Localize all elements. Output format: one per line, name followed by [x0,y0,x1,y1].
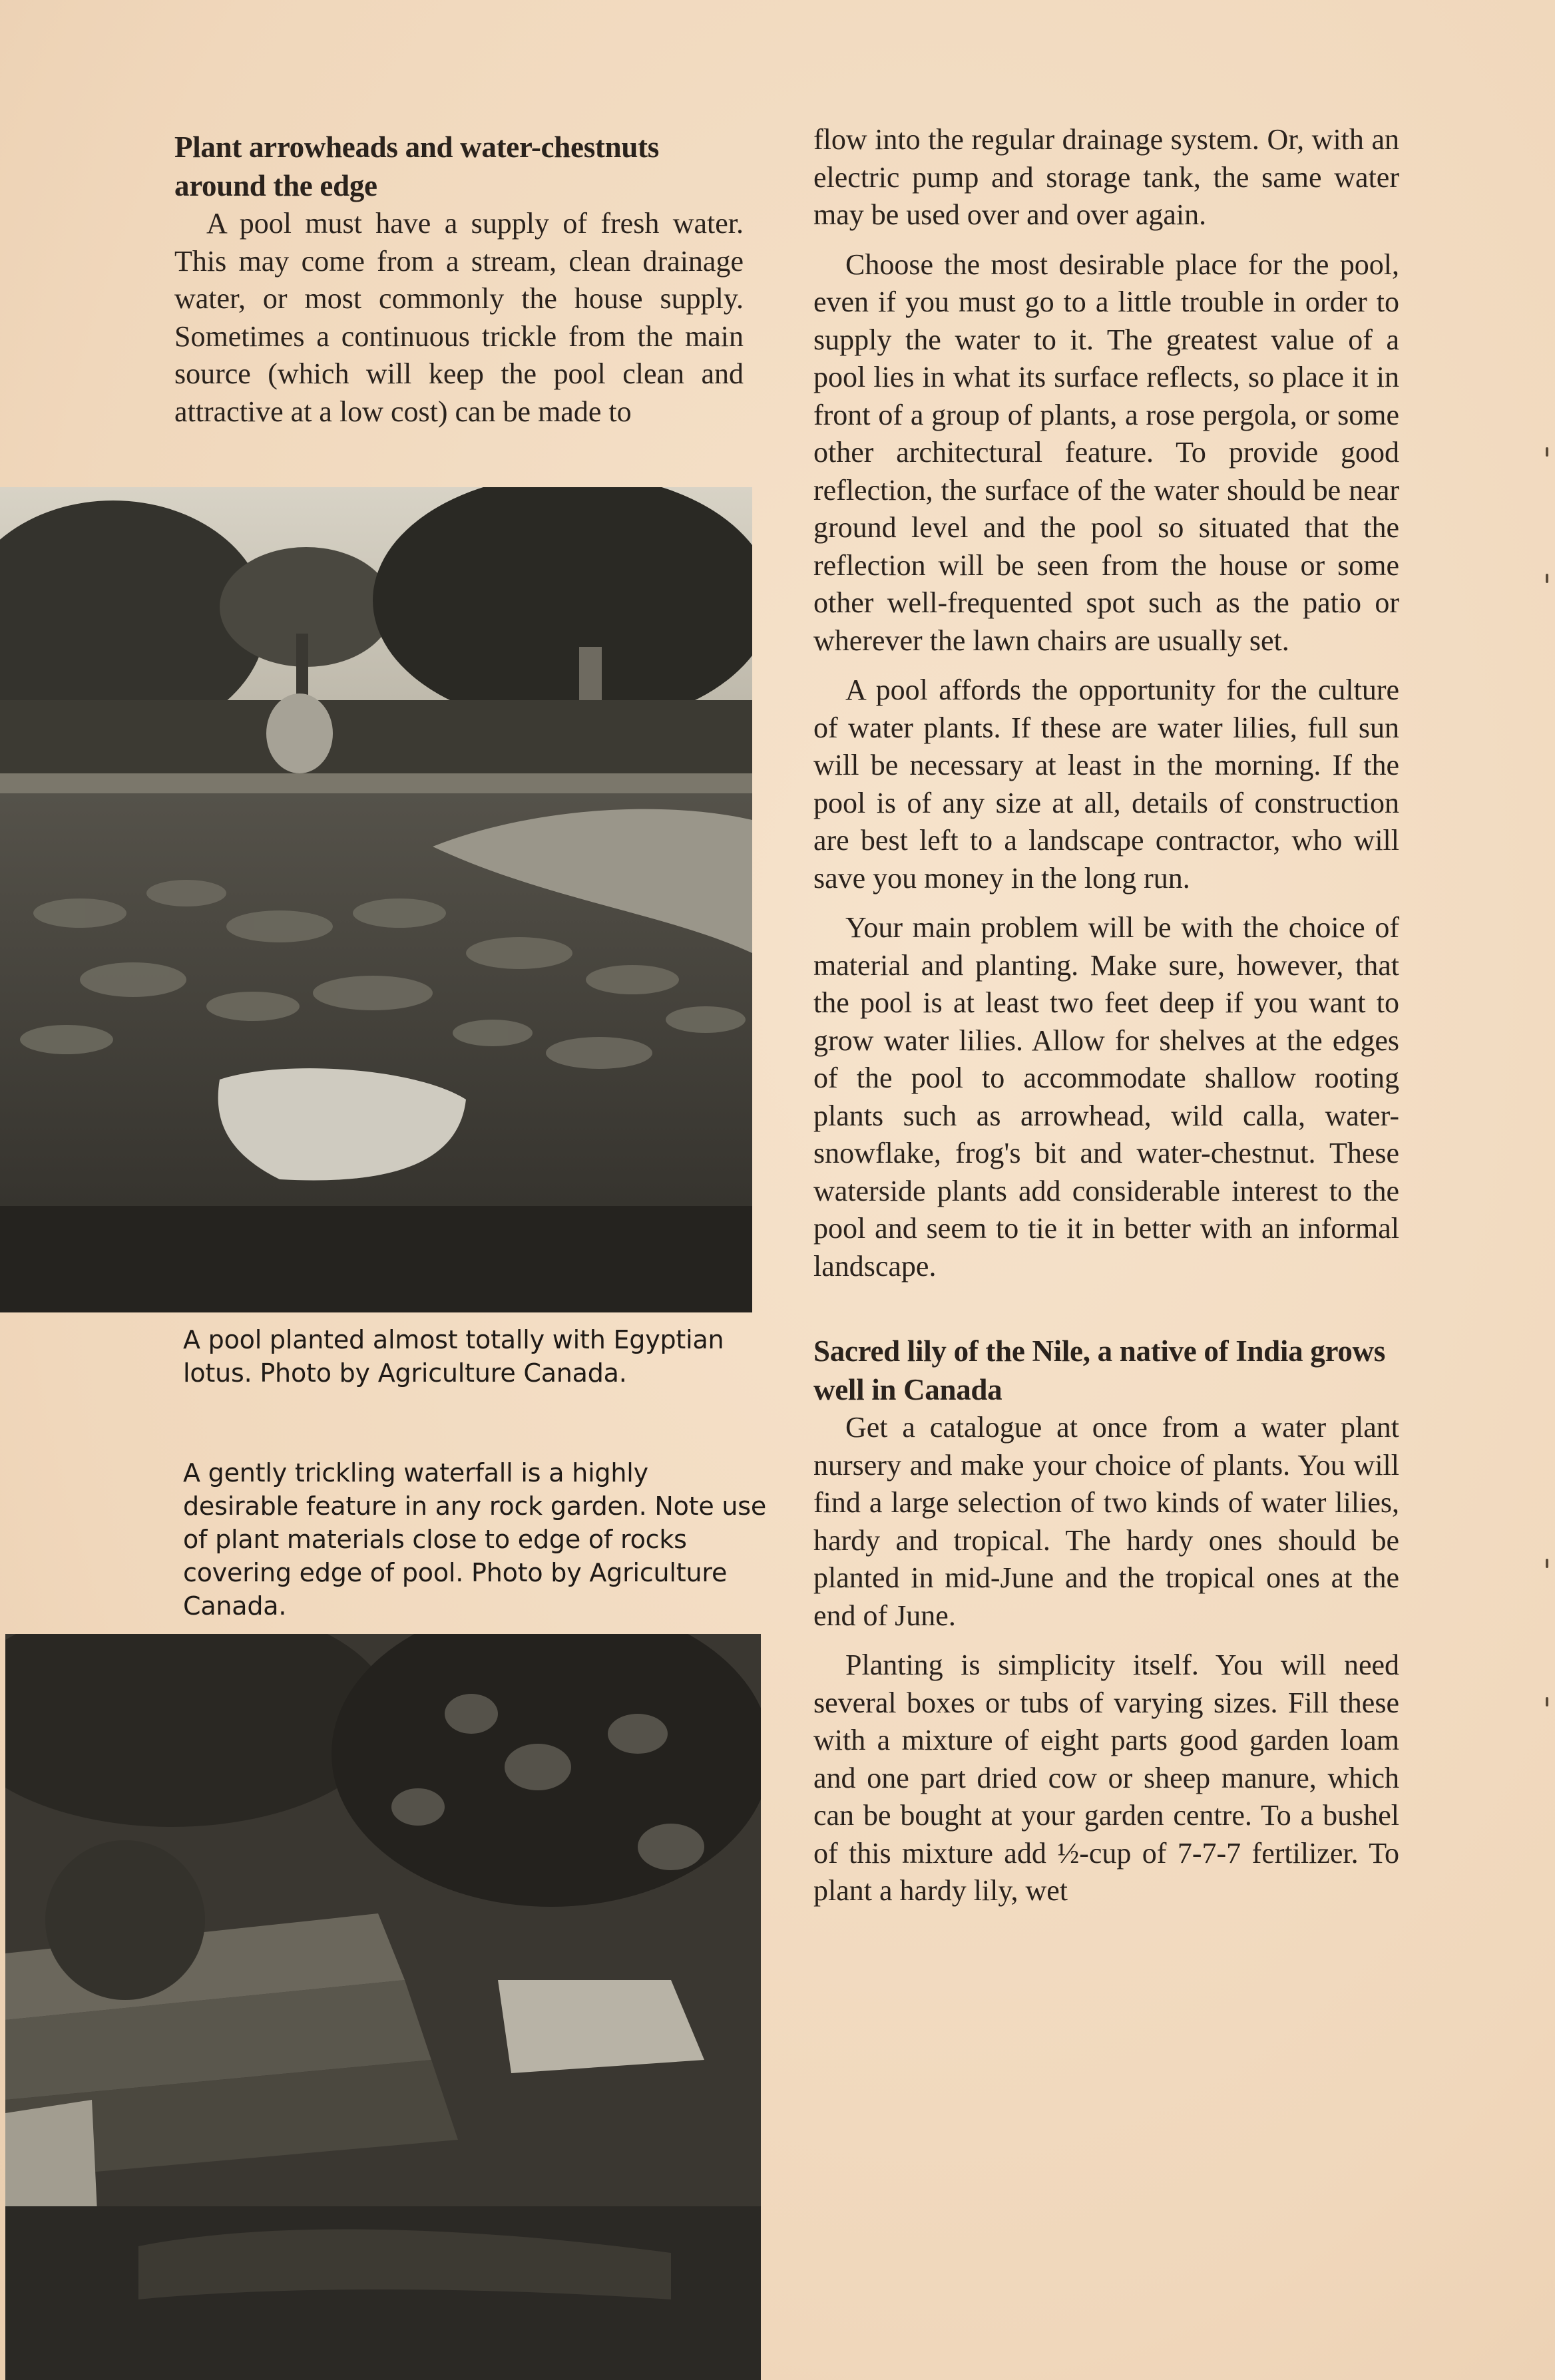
photo-caption-waterfall: A gently trickling waterfall is a highly desirable feature in any rock garden. Note use of plant materials close to edge of rocks covering edge of pool. Photo by Agriculture Canada. [183,1458,767,1621]
body-paragraph: Planting is simplicity itself. You will need several boxes or tubs of varying sizes. Fill these with a mixture of eight parts good garden loam and one part dried cow or sheep manure, which can be bought at your garden centre. To a bushel of this mixture add ½-cup of 7-7-7 fertilizer. To plant a hardy lily, wet [813,1649,1399,1907]
lotus-pool-photo [0,487,752,1312]
body-paragraph: Choose the most desirable place for the pool, even if you must go to a little trouble in order to supply the water to it. The greatest value of a pool lies in what its surface reflects, so place it in front of a group of plants, a rose pergola, or some other architectural feature. To provide good reflection, the surface of the water should be near ground level and the pool so situated that the reflection will be seen from the house or some other well-frequented spot such as the patio or wherever the lawn chairs are usually set. [813,248,1399,657]
right-column [813,121,1399,1910]
waterfall-photo [5,1634,761,2380]
edge-speck [1546,447,1548,457]
body-paragraph: Your main problem will be with the choice of material and planting. Make sure, however, that the pool is at least two feet deep if you want to grow water lilies. Allow for shelves at the edges of the pool to accommodate shallow rooting plants such as arrowhead, wild calla, water-snowflake, frog's bit and water-chestnut. These waterside plants add considerable interest to the pool and seem to tie it in better with an informal landscape. [813,911,1399,1283]
edge-speck [1546,574,1548,583]
edge-speck [1546,1559,1548,1568]
left-column [174,128,744,431]
section-heading: Sacred lily of the Nile, a native of India grows well in Canada [813,1334,1385,1406]
section-heading: Plant arrowheads and water-chestnuts around the edge [174,130,659,202]
photo-caption-lotus: A pool planted almost totally with Egyptian lotus. Photo by Agriculture Canada. [183,1325,724,1388]
body-paragraph: flow into the regular drainage system. Or, with an electric pump and storage tank, the same water may be used over and over again. [813,123,1399,231]
body-paragraph: Get a catalogue at once from a water plant nursery and make your choice of plants. You will find a large selection of two kinds of water lilies, hardy and tropical. The hardy ones should be planted in mid-June and the tropical ones at the end of June. [813,1411,1399,1632]
body-paragraph: A pool must have a supply of fresh water. This may come from a stream, clean drainage water, or most commonly the house supply. Sometimes a continuous trickle from the main source (which will keep the pool clean and attractive at a low cost) can be made to [174,207,744,428]
body-paragraph: A pool affords the opportunity for the culture of water plants. If these are water lilies, full sun will be necessary at least in the morning. If the pool is of any size at all, details of construction are best left to a landscape contractor, who will save you money in the long run. [813,674,1399,894]
edge-speck [1546,1697,1548,1706]
